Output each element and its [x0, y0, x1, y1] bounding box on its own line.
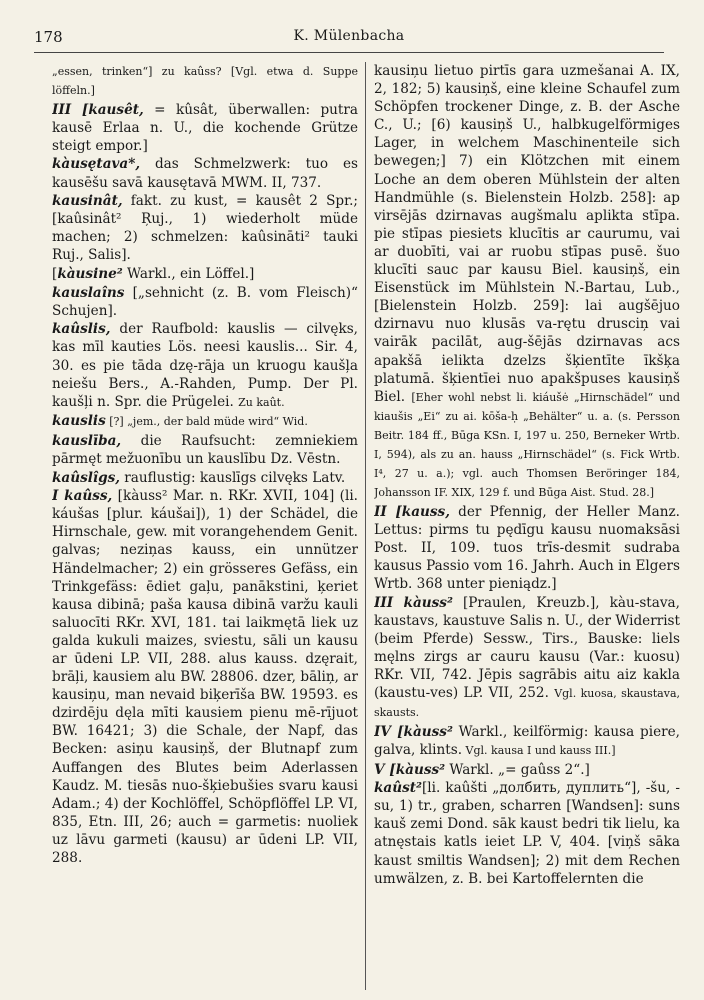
entry-text: Biel.: [374, 388, 412, 405]
dictionary-entry: [52, 284, 358, 320]
entry-text: [Praulen, Kreuzb.],: [452, 594, 610, 611]
dictionary-entry: [374, 594, 680, 723]
entry-text: kust,: [194, 193, 228, 210]
entry-text: [Vgl. etwa d.: [221, 65, 323, 78]
entry-text: =: [143, 101, 176, 118]
entry-text: ]: [611, 743, 616, 757]
entry-text: Biel.: [542, 262, 593, 279]
entry-text: Bers., A.-Rahden, Pump. Der Pl.: [96, 375, 358, 392]
entry-text: kaûšti: [445, 780, 488, 797]
entry-text: kauss III.: [559, 743, 612, 757]
column-divider: [365, 62, 366, 990]
entry-text: und: [531, 743, 560, 757]
headword: kausinât,: [52, 193, 123, 210]
headword: III [kausêt,: [52, 101, 144, 118]
dictionary-entry: [374, 503, 680, 593]
entry-text: RKr. XVI, 181.: [110, 614, 223, 631]
entry-text: kausiņš,: [592, 262, 650, 279]
entry-text: rauflustig:: [119, 469, 200, 486]
dictionary-entry: [52, 412, 358, 431]
headword: kàusine²: [57, 266, 123, 283]
entry-text: 1) tr., graben, scharren [Wandsen]:: [394, 798, 649, 815]
entry-text: Erlaa n. U., die kochende Grütze steigt empor.]: [52, 119, 358, 154]
entry-text: kiaušis: [374, 409, 413, 423]
entry-text: Post. II, 109.: [374, 539, 494, 556]
entry-text: kuosu: [633, 649, 675, 665]
left-column: [52, 62, 358, 992]
entry-text: tai laikmętā liek uz galda kukuli maizes, sviestu, sāli un kausu ar ūdeni: [52, 614, 358, 667]
entry-text: lai augšējuo dzirnavu nuo klusās va-rętu drusciņ vai vairāk pacilāt, aug-šējās dzirnavas acs apakšā ielikta dzelzs šķientīte īkšķa platumā. šķientīei nuo apakšpuses kausiņš: [374, 298, 680, 387]
entry-text: -šu, -su,: [374, 780, 680, 815]
entry-text: MWM. II, 737.: [216, 174, 322, 191]
entry-text: LP. VII, 252.: [458, 685, 555, 702]
entry-text: eine kleine Schaufel zum Schöpfen trockener Dinge, z. B. der Asche C., U.; [6): [374, 81, 680, 134]
entry-text: Warkl., ein Löffel.]: [122, 266, 255, 283]
entry-text: [li.: [422, 780, 446, 797]
entry-text: kausa I: [491, 743, 532, 757]
entry-text: Jēpis sagrābis aitu aiz kakla (kaustu-ves): [374, 667, 680, 702]
entry-text: kaûsināti² tauki: [241, 229, 358, 246]
entry-text: [: [52, 266, 58, 283]
headword: kauslis: [52, 413, 106, 430]
entry-text: U., halbkugelförmiges Lager, in welchem Maschinenteile sich bewegen;] 7) ein Klötzchen mit einem Loche an dem oberen Mühlstein der alten Handmühle (s. Bielenstein Holzb. 258]:: [374, 117, 680, 206]
headword: I kaûss,: [52, 488, 113, 505]
entry-text: kausêt: [255, 193, 302, 210]
entry-text: sāk kaust bedri tik lielu, ka atnęstais katls ieiet: [374, 816, 680, 851]
entry-text: BW. 16421; 3) die Schale, der Napf, das Becken:: [52, 723, 358, 758]
entry-text: tuo es kausēšu savā kausętavā: [52, 156, 358, 191]
entry-text: ) RKr. VII, 742.: [374, 649, 680, 684]
headword: kaûslîgs,: [52, 469, 120, 486]
entry-text: tuos trīs-desmit sudraba kausus: [374, 539, 680, 575]
entry-text: es pie tāda dzę-rāja un kruogu kaušļa neiešu: [52, 357, 358, 392]
entry-text: Wandsen]; 2) mit dem Rechen umwälzen, z. B. bei Kartoffelernten die: [374, 852, 680, 887]
entry-text: káušai: [150, 506, 196, 523]
dictionary-entry: [52, 265, 358, 283]
dictionary-entry: [374, 723, 680, 760]
headword: kaûst²: [374, 780, 422, 797]
entry-text: kàu-stava, kaustavs, kaustuve: [374, 594, 680, 629]
entry-text: suns kauš zemi: [374, 798, 680, 833]
entry-text: kausiņš,: [445, 81, 502, 98]
continued-text: [374, 62, 680, 502]
entry-text: BW. 19593.: [255, 687, 343, 704]
headword: kauslaîns: [52, 284, 125, 301]
entry-text: ]), 1) der Schädel, die Hirnschale, gew. mit vorangehendem Genit.: [52, 506, 358, 541]
dictionary-entry: [52, 101, 358, 155]
entry-text: Mar. n. RKr. XVII, 104] (li.: [167, 488, 358, 505]
entry-text: fakt. zu: [122, 193, 195, 210]
entry-text: „Ei“ zu ai.: [412, 409, 482, 423]
entry-text: Warkl. „=: [445, 761, 521, 778]
entry-text: [Eher wohl nebst li.: [411, 390, 533, 404]
entry-text: ]: [551, 576, 557, 593]
dictionary-entry: [52, 469, 358, 487]
headword: III kàuss²: [374, 594, 453, 611]
right-column: [374, 62, 680, 992]
entry-text: ]: [90, 84, 95, 98]
page-number: 178: [34, 28, 63, 46]
entry-text: neesi kauslis...: [203, 339, 308, 356]
entry-text: „Behälter“ u. a. (s. Persson Beitr. 184 ff., Būga KSn. I, 197 u. 250, Berneker Wrtb. I, 594), als zu an.: [374, 409, 680, 461]
entry-text: die Raufsucht:: [121, 432, 276, 449]
entry-text: kàuss²: [122, 488, 168, 505]
entry-text: LP. V, 404. [: [515, 834, 614, 851]
entry-text: der Blutnapf zum Auffangen des Blutes beim Aderlassen Kaudz. M.: [52, 741, 358, 794]
entry-text: Vgl.: [462, 743, 492, 757]
entry-text: kausa piere, galva, klints.: [374, 723, 680, 758]
entry-text: ap virsējās dzirnavas augšmalu aplikta stīpa. pie stīpas piesiets klucītis ar caurumu, vai ar duobīti, vai ar ruobu stīpas pusē. šuo klucīti sauc par kausu: [374, 189, 680, 279]
entry-text: ein Eisenstück im Mühlstein N.-Bartau, Lub., [Bielenstein Holzb. 259]:: [374, 262, 680, 315]
entry-text: 2 Spr.; [: [52, 193, 358, 228]
entry-text: kausiņš: [460, 117, 513, 134]
entry-text: kuosa, skaustava, skausts.: [374, 687, 680, 720]
running-head: K. Mülenbacha: [293, 28, 405, 44]
entry-text: „Hirnschädel“ und: [568, 390, 680, 404]
entry-text: kōša-ḥ: [481, 409, 519, 423]
entry-text: =: [227, 193, 256, 210]
entry-text: Latv.: [307, 469, 346, 486]
dictionary-entry: [52, 155, 358, 191]
headword: V [kàuss²: [374, 761, 446, 778]
headword: II [kauss,: [374, 503, 450, 520]
entry-text: LP. VII, 288.: [112, 651, 219, 667]
entry-text: kaušļi: [52, 393, 93, 410]
entry-text: “.]: [573, 761, 590, 778]
entry-text: BW. 28806.: [175, 669, 263, 686]
entry-text: Dond.: [442, 816, 493, 833]
entry-text: káušas: [52, 506, 100, 523]
entry-text: zemniekiem pārmęt mežuonību un kauslību: [52, 432, 358, 467]
entry-text: tiesās nuo-šķiebušies svaru kausi: [127, 777, 358, 794]
entry-text: liels męlns zirgs ar cauru kausu: [374, 630, 680, 665]
entry-text: viņš sāka kaust smiltis: [374, 834, 680, 869]
dictionary-entry: [52, 487, 358, 867]
entry-text: „Hirnschädel“ (s. Fick Wrtb. I⁴, 27 u. a.); vgl. auch Thomsen Beröringer 184, Johansson IF. XIX, 129 f. und Būga Aist. Stud. 28.]: [374, 447, 680, 500]
entry-text: „essen, trinken“] zu: [52, 65, 185, 78]
continued-text: [52, 62, 358, 100]
entry-text: asiņu kausiņš,: [116, 741, 220, 758]
headword: IV [kàuss²: [374, 723, 453, 740]
entry-text: [?] „jem., der bald müde wird“ Wid.: [105, 415, 308, 429]
entry-text: garmetis: nuoliek uz lāvu garmeti (kausu) ar ūdeni: [52, 813, 358, 848]
entry-text: Sir. 4, 30.: [52, 339, 358, 374]
entry-text: [„sehnicht (z. B. vom Fleisch)“ Schujen].: [52, 284, 358, 319]
dictionary-entry: [52, 320, 358, 411]
entry-text: kaûss?: [184, 65, 222, 78]
entry-text: kaût.: [256, 395, 285, 409]
entry-text: pieniądz.: [488, 576, 552, 593]
entry-text: kaûsinât²: [57, 211, 122, 228]
entry-text: Dz. Vēstn.: [266, 450, 341, 467]
entry-text: [plur.: [99, 506, 151, 523]
entry-text: der Pfennig, der Heller Manz. Lettus:: [374, 503, 680, 538]
entry-text: [: [112, 488, 123, 505]
entry-text: kauslis — cilvęks, kas mīl kauties: [52, 321, 358, 356]
entry-text: überwallen:: [217, 101, 321, 118]
headword: kàusętava*,: [52, 156, 141, 173]
page-header: [34, 24, 664, 53]
entry-text: Lös.: [161, 339, 204, 356]
entry-text: pirms tu pędīgu kausu nuomaksāsi: [429, 521, 680, 538]
entry-text: n. Spr. die Prügelei.: [92, 393, 239, 410]
entry-text: ein unnützer Händelmacher; 2) ein grösseres Gefäss, ein Trinkgefäss:: [52, 542, 358, 595]
entry-text: Salis n. U., der Widerrist (beim Pferde) Sessw., Tirs., Bauske:: [374, 612, 680, 647]
entry-text: das Schmelzwerk:: [140, 156, 306, 173]
entry-text: ēdiet gaļu, panākstini, ķeriet kausa dibinā; paša kausa dibinā varžu kauli saluocīti: [52, 578, 358, 631]
entry-text: der Raufbold:: [110, 321, 228, 338]
entry-text: Passio vom 16. Jahrh. Auch in Elgers Wrtb. 368 unter: [374, 558, 680, 593]
entry-text: kauslīgs cilvęks: [199, 469, 308, 486]
entry-text: Warkl., keilförmig:: [452, 723, 595, 740]
entry-text: A. IX, 2, 182; 5): [374, 63, 680, 98]
entry-text: Ŗuj., 1) wiederholt müde machen; 2) schmelzen:: [52, 211, 358, 246]
entry-text: Ruj., Salis].: [52, 247, 131, 264]
entry-text: Zu: [238, 395, 257, 409]
entry-text: Adam.; 4) der Kochlöffel, Schöpflöffel LP. VI, 835, Etn. III, 26; auch =: [52, 795, 358, 830]
entry-text: „долбить, дуплить“],: [487, 780, 646, 797]
entry-text: dzer, bāliņ, ar kausiņu, man nevaid biķerīša: [52, 669, 358, 704]
entry-text: kausiņu lietuo pirtīs gara uzmešanai: [374, 63, 634, 79]
headword: kaûslis,: [52, 321, 111, 338]
entry-text: Suppe löffeln.: [52, 65, 358, 98]
dictionary-entry: [52, 432, 358, 468]
entry-text: (Var.:: [579, 649, 634, 665]
dictionary-entry: [374, 779, 680, 888]
entry-text: kûsât,: [175, 101, 218, 118]
entry-text: hauss: [480, 447, 513, 461]
entry-text: gaûss 2: [520, 761, 574, 778]
entry-text: putra kausē: [52, 101, 358, 136]
headword: kauslība,: [52, 432, 122, 449]
entry-text: alus kauss. dzęrait, brāļi, kausiem alu: [52, 651, 358, 686]
entry-text: LP. VII, 288.: [52, 831, 358, 867]
entry-text: galvas; neziņas kauss,: [52, 542, 236, 559]
entry-text: es dzirdēju dęla mīti kausiem pienu mē-rījuot: [52, 687, 358, 722]
entry-text: Vgl.: [554, 687, 581, 701]
dictionary-entry: [52, 192, 358, 264]
dictionary-entry: [374, 761, 680, 779]
entry-text: kiáušė: [532, 390, 569, 404]
